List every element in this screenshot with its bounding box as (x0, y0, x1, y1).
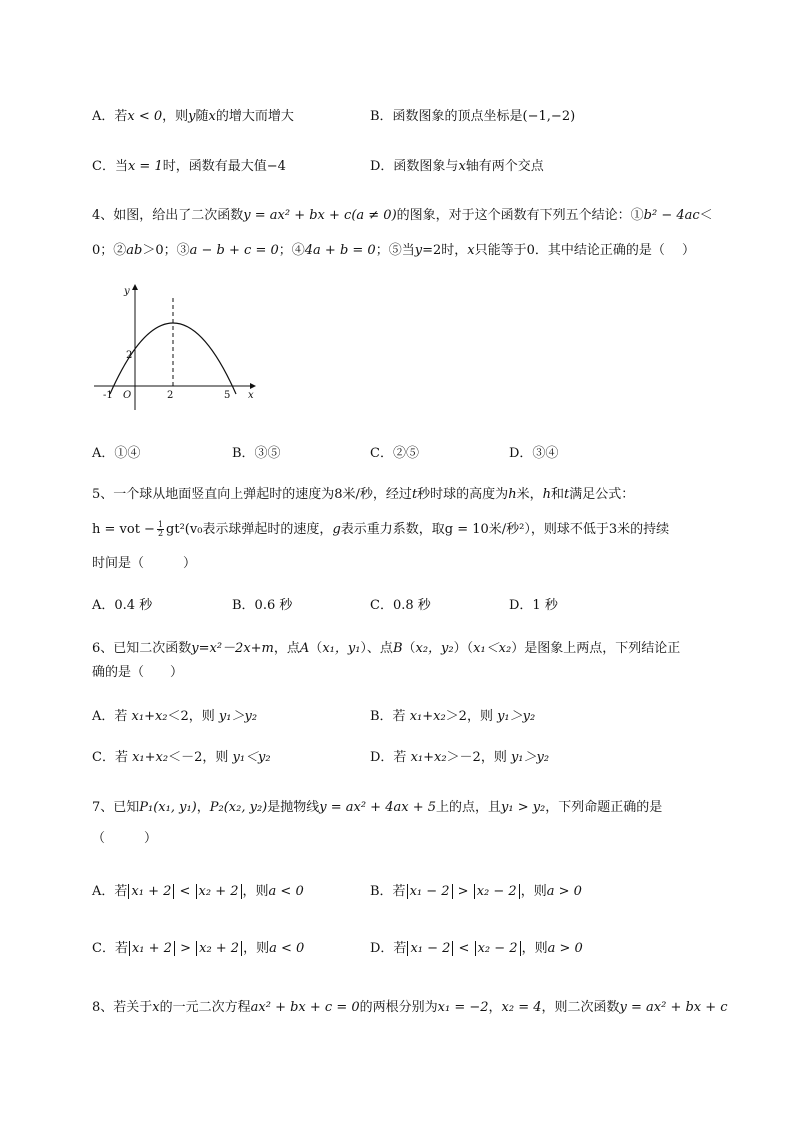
tick-label-2: 2 (167, 390, 174, 401)
q6-option-d: D．若 x₁+x₂＞－2，则 y₁＞y₂ (370, 750, 550, 765)
q7-option-c: C．若 x₁ + 2 > x₂ + 2 ，则a < 0 (92, 941, 305, 956)
q4-option-d: D．③④ (509, 446, 559, 461)
q5-option-c: C．0.8 秒 (370, 598, 431, 613)
x-axis-label: x (248, 390, 254, 401)
q5-option-d: D．1 秒 (509, 598, 558, 613)
q6-stem-line1: 6、已知二次函数y=x²－2x+m，点A（x₁，y₁）、点B（x₂，y₂）（x₁＜x₂）是图象上两点，下列结论正 (92, 641, 681, 656)
q7-stem-line2: （ ） (92, 831, 158, 846)
tick-label-neg1: -1 (103, 390, 113, 401)
q4-stem-line1: 4、如图，给出了二次函数y = ax² + bx + c(a ≠ 0)的图象，对于这个函数有下列五个结论：①b² − 4ac＜ (92, 208, 713, 223)
q4-option-a: A．①④ (92, 446, 141, 461)
q5-stem-line3: 时间是（ ） (92, 556, 197, 571)
q5-stem-line2: h = vot − $\frac{1}{2}$ gt²(v₀表示球弹起时的速度，g表示重力系数，取g = 10米/秒²），则球不低于3米的持续 (92, 520, 670, 538)
q4-stem-line2: 0；②ab＞0；③a − b + c = 0；④4a + b = 0；⑤当y=2时，x只能等于0．其中结论正确的是（ ） (92, 243, 695, 258)
q6-stem-line2: 确的是（ ） (92, 665, 184, 680)
q5-stem-line1: 5、一个球从地面竖直向上弹起时的速度为8米/秒，经过t秒时球的高度为h米，h和t满足公式： (92, 487, 635, 502)
q7-stem-line1: 7、已知P₁(x₁, y₁)，P₂(x₂, y₂)是抛物线y = ax² + 4ax + 5上的点，且y₁ > y₂，下列命题正确的是 (92, 800, 663, 815)
x-axis-arrow (250, 383, 256, 389)
parabola-graph (90, 280, 260, 415)
q6-option-b: B．若 x₁+x₂＞2，则 y₁＞y₂ (370, 709, 536, 724)
tick-label-5: 5 (224, 390, 231, 401)
q5-option-a: A．0.4 秒 (92, 598, 153, 613)
q3-option-b: B．函数图象的顶点坐标是(−1,−2) (370, 109, 576, 124)
y-axis-label: y (124, 286, 130, 297)
y-axis-arrow (132, 284, 138, 290)
q3-option-a: A．若x < 0，则y随x的增大而增大 (92, 109, 294, 124)
q3-option-c: C．当x = 1时，函数有最大值−4 (92, 159, 286, 174)
q7-option-a: A．若 x₁ + 2 < x₂ + 2 ，则a < 0 (92, 884, 304, 899)
ytick-label-2: 2 (126, 350, 133, 361)
q7-option-d: D．若 x₁ − 2 < x₂ − 2 ，则a > 0 (370, 941, 583, 956)
q8-stem-line1: 8、若关于x的一元二次方程ax² + bx + c = 0的两根分别为x₁ = −2，x₂ = 4，则二次函数y = ax² + bx + c (92, 1000, 728, 1015)
q4-option-b: B．③⑤ (232, 446, 281, 461)
q7-option-b: B．若 x₁ − 2 > x₂ − 2 ，则a > 0 (370, 884, 582, 899)
q5-option-b: B．0.6 秒 (232, 598, 293, 613)
origin-label: O (123, 390, 132, 401)
q6-option-a: A．若 x₁+x₂＜2，则 y₁＞y₂ (92, 709, 258, 724)
q4-option-c: C．②⑤ (370, 446, 419, 461)
q6-option-c: C．若 x₁+x₂＜－2，则 y₁＜y₂ (92, 750, 271, 765)
q3-option-d: D．函数图象与x轴有两个交点 (370, 159, 544, 174)
one-half-fraction: $\frac{1}{2}$ (157, 520, 164, 538)
